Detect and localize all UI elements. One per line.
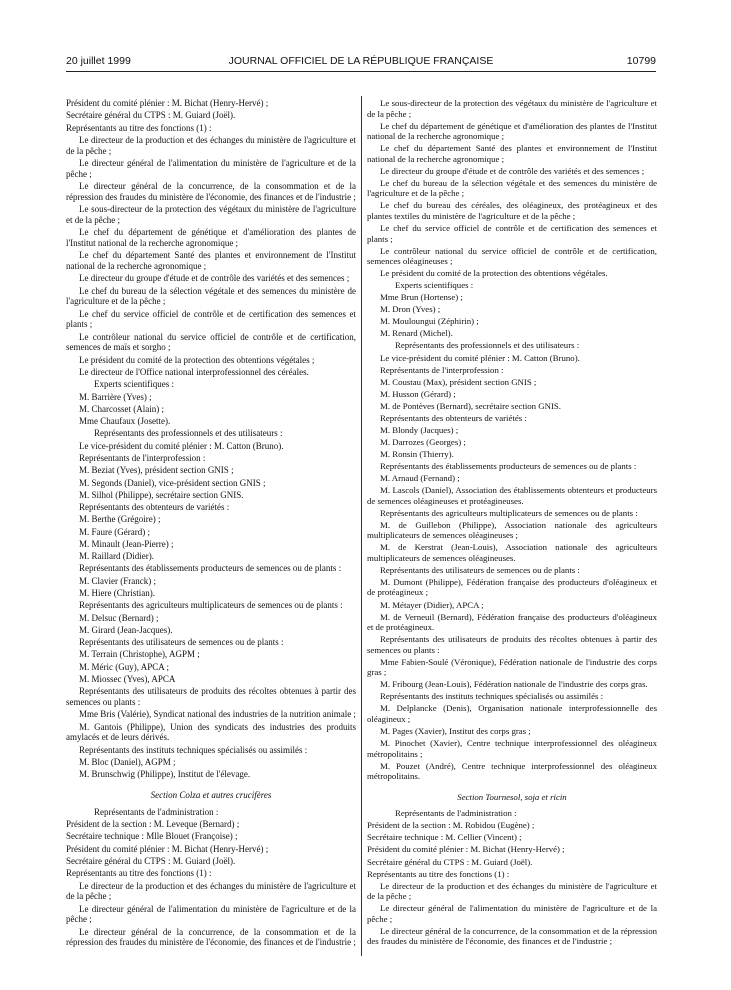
right-paragraph: Représentants de l'administration : [395,808,517,819]
right-paragraph: M. Renard (Michel). [380,328,453,339]
left-paragraph: M. Méric (Guy), APCA ; [79,661,169,672]
left-paragraph: M. Clavier (Franck) ; [79,575,156,586]
right-paragraph: Le directeur du groupe d'étude et de contrôle des variétés et des semences ; [380,165,645,176]
right-paragraph: M. Mouloungui (Zéphirin) ; [380,316,479,327]
right-paragraph: M. Ronsin (Thierry). [380,448,454,459]
left-paragraph: M. Delsuc (Bernard) ; [79,612,159,623]
left-paragraph: Le vice-président du comité plénier : M. Catton (Bruno). [79,440,284,451]
right-paragraph: Mme Brun (Hortense) ; [380,292,463,303]
left-paragraph: Président du comité plénier : M. Bichat (Henry-Hervé) ; [66,98,269,108]
left-paragraph: Représentants au titre des fonctions (1) : [66,868,212,879]
right-section-heading: Section Tournesol, soja et ricin [457,791,567,802]
header-title: JOURNAL OFFICIEL DE LA RÉPUBLIQUE FRANÇAISE [228,55,494,67]
right-paragraph: M. Fribourg (Jean-Louis), Fédération nationale de l'industrie des corps gras. [380,679,648,690]
right-paragraph: Le directeur général de la concurrence, de la consommation et de la répression des fraudes du ministère de l'économie, des finances et de l'industrie ; [367,925,657,947]
left-paragraph: Représentants des obtenteurs de variétés : [79,502,230,513]
right-column [367,98,657,948]
right-paragraph: Représentants des utilisateurs de produits des récoltes obtenues à partir des semences ou plants : [367,634,657,655]
left-paragraph: M. Minault (Jean-Pierre) ; [79,538,174,549]
right-paragraph: Secrétaire général du CTPS : M. Guiard (Joël). [367,856,533,867]
left-paragraph: Le directeur général de l'alimentation du ministère de l'agriculture et de la pêche ; [66,903,356,925]
right-paragraph: M. de Guillebon (Philippe), Association nationale des agriculteurs multiplicateurs de semences oléagineuses ; [367,519,657,541]
right-paragraph: Le chef du service officiel de contrôle et de certification des semences et plants ; [367,223,657,244]
left-paragraph: M. Charcosset (Alain) ; [79,403,164,414]
right-paragraph: M. de Verneuil (Bernard), Fédération française des producteurs d'oléagineux et de protéagineux. [367,611,657,633]
right-paragraph: Secrétaire technique : M. Cellier (Vincent) ; [367,832,522,843]
right-paragraph: Président du comité plénier : M. Bichat (Henry-Hervé) ; [367,844,565,855]
right-paragraph: M. de Kerstrat (Jean-Louis), Association nationale des agriculteurs multiplicateurs de semences oléagineuses. [367,542,657,563]
column-divider [361,96,362,956]
left-paragraph: Mme Bris (Valérie), Syndicat national des industries de la nutrition animale ; [79,709,356,720]
left-paragraph: M. Beziat (Yves), président section GNIS ; [79,465,234,476]
right-paragraph: Représentants des utilisateurs de semences ou de plants : [380,564,580,575]
right-paragraph: Représentants des établissements producteurs de semences ou de plants : [380,460,637,471]
right-paragraph: Le chef du département Santé des plantes et environnement de l'Institut national de la recherche agronomique ; [367,143,657,164]
left-paragraph: M. Barrière (Yves) ; [79,391,152,402]
right-paragraph: Mme Fabien-Soulé (Véronique), Fédération nationale de l'industrie des corps gras ; [367,656,657,678]
right-paragraph: M. Dron (Yves) ; [380,304,441,315]
left-paragraph: Représentants des instituts techniques spécialisés ou assimilés : [79,744,308,755]
page-header [66,54,656,68]
header-date: 20 juillet 1999 [66,55,131,67]
left-paragraph: Le directeur de l'Office national interprofessionnel des céréales. [79,366,309,377]
left-paragraph: Le directeur général de la concurrence, de la consommation et de la répression des fraudes du ministère de l'économie, des finances et de l'industrie ; [66,926,356,948]
right-paragraph: Le chef du bureau de la sélection végétale et des semences du ministère de l'agriculture et de la pêche ; [367,177,657,199]
left-paragraph: M. Gantois (Philippe), Union des syndicats des industries des produits amylacés et de leurs dérivés. [66,721,356,743]
left-paragraph: Représentants au titre des fonctions (1) : [66,122,212,133]
right-paragraph: Le vice-président du comité plénier : M. Catton (Bruno). [380,352,580,363]
right-paragraph: Le directeur général de l'alimentation du ministère de l'agriculture et de la pêche ; [367,903,657,924]
left-paragraph: Représentants des utilisateurs de produits des récoltes obtenues à partir des semences ou plants : [66,686,356,708]
left-paragraph: M. Silhol (Philippe), secrétaire section GNIS. [79,489,244,500]
left-paragraph: M. Berthe (Grégoire) ; [79,514,161,525]
left-paragraph: Le contrôleur national du service officiel de contrôle et de certification, semences de maïs et sorgho ; [66,331,356,353]
left-paragraph: M. Girard (Jean-Jacques). [79,624,173,635]
right-paragraph: Représentants au titre des fonctions (1) : [367,868,510,879]
left-paragraph: Le président du comité de la protection des obtentions végétales ; [79,354,315,365]
right-paragraph: M. Pages (Xavier), Institut des corps gras ; [380,726,531,737]
right-paragraph: Le directeur de la production et des échanges du ministère de l'agriculture et de la pêche ; [367,880,657,902]
right-paragraph: Experts scientifiques : [395,280,474,291]
right-paragraph: M. Arnaud (Fernand) ; [380,473,460,483]
right-paragraph: Représentants des professionnels et des utilisateurs : [395,340,580,351]
left-paragraph: M. Terrain (Christophe), AGPM ; [79,649,200,660]
right-paragraph: M. Blondy (Jacques) ; [380,424,459,435]
left-paragraph: Experts scientifiques : [94,379,174,390]
left-paragraph: M. Segonds (Daniel), vice-président section GNIS ; [79,477,266,488]
right-paragraph: M. Métayer (Didier), APCA ; [380,599,484,610]
left-paragraph: Le directeur de la production et des échanges du ministère de l'agriculture et de la pêche ; [66,880,356,902]
left-paragraph: Secrétaire général du CTPS : M. Guiard (Joël). [66,855,236,866]
left-paragraph: Représentants des agriculteurs multiplicateurs de semences ou de plants : [79,600,343,611]
right-paragraph: Le chef du bureau des céréales, des oléagineux, des protéagineux et des plantes textiles du ministère de l'agriculture et de la pêche ; [367,200,657,221]
left-paragraph: Représentants de l'interprofession : [79,452,206,463]
right-paragraph: Représentants des instituts techniques spécialisés ou assimilés : [380,691,604,702]
header-rule [66,71,656,72]
left-paragraph: M. Faure (Gérard) ; [79,526,150,537]
left-paragraph: Secrétaire technique : Mlle Blouet (Françoise) ; [66,831,238,842]
left-paragraph: M. Miossec (Yves), APCA [79,674,176,684]
right-paragraph: Le sous-directeur de la protection des végétaux du ministère de l'agriculture et de la pêche ; [367,98,657,119]
left-paragraph: Représentants de l'administration : [94,806,219,817]
right-paragraph: Le chef du département de génétique et d'amélioration des plantes de l'Institut national de la recherche agronomique ; [367,120,657,142]
left-paragraph: Représentants des établissements producteurs de semences ou de plants : [79,563,342,574]
left-paragraph: Le chef du bureau de la sélection végétale et des semences du ministère de l'agriculture et de la pêche ; [66,285,356,307]
header-page-number: 10799 [626,55,656,67]
right-paragraph: M. de Pontèves (Bernard), secrétaire section GNIS. [380,400,562,411]
left-paragraph: Secrétaire général du CTPS : M. Guiard (Joël). [66,110,236,121]
right-paragraph: M. Darrozes (Georges) ; [380,436,466,447]
right-paragraph: Le président du comité de la protection des obtentions végétales. [380,268,608,279]
right-paragraph: Représentants des agriculteurs multiplicateurs de semences ou de plants : [380,507,638,518]
right-paragraph: Représentants des obtenteurs de variétés : [380,412,527,423]
left-paragraph: Le directeur général de l'alimentation du ministère de l'agriculture et de la pêche ; [66,157,356,179]
left-paragraph: Le directeur de la production et des échanges du ministère de l'agriculture et de la pêche ; [66,134,356,156]
right-paragraph: M. Delplancke (Denis), Organisation nationale interprofessionnelle des oléagineux ; [367,703,657,724]
right-paragraph: M. Husson (Gérard) ; [380,388,456,399]
left-paragraph: Président de la section : M. Leveque (Bernard) ; [66,819,240,830]
right-paragraph: M. Lascols (Daniel), Association des établissements obtenteurs et producteurs de semences oléagineuses et protéagineuses. [367,485,657,506]
left-column [66,98,356,950]
left-paragraph: M. Brunschwig (Philippe), Institut de l'élevage. [79,769,251,780]
left-paragraph: M. Bloc (Daniel), AGPM ; [79,756,176,767]
left-paragraph: Représentants des professionnels et des utilisateurs : [94,428,283,439]
right-paragraph: M. Coustau (Max), président section GNIS ; [380,376,537,387]
left-section-heading: Section Colza et autres crucifères [150,790,272,801]
right-paragraph: M. Pouzet (André), Centre technique interprofessionnel des oléagineux métropolitains. [367,760,657,782]
left-paragraph: Le chef du département Santé des plantes et environnement de l'Institut national de la recherche agronomique ; [66,250,356,271]
left-paragraph: Le sous-directeur de la protection des végétaux du ministère de l'agriculture et de la pêche ; [66,204,356,225]
left-paragraph: Représentants des utilisateurs de semences ou de plants : [79,637,284,648]
left-paragraph: Le chef du département de génétique et d'amélioration des plantes de l'Institut national de la recherche agronomique ; [66,227,356,248]
right-paragraph: Représentants de l'interprofession : [380,364,504,375]
left-paragraph: Le directeur du groupe d'étude et de contrôle des variétés et des semences ; [79,273,350,284]
left-paragraph: Le chef du service officiel de contrôle et de certification des semences et plants ; [66,308,356,330]
left-paragraph: Président du comité plénier : M. Bichat (Henry-Hervé) ; [66,843,269,854]
right-paragraph: Président de la section : M. Robidou (Eugène) ; [367,820,535,831]
right-paragraph: M. Dumont (Philippe), Fédération française des producteurs d'oléagineux et de protéagineux ; [367,576,657,598]
left-paragraph: Le directeur général de la concurrence, de la consommation et de la répression des fraudes du ministère de l'économie, des finances et de l'industrie ; [66,180,356,202]
left-paragraph: Mme Chaufaux (Josette). [79,416,171,427]
left-paragraph: M. Hiere (Christian). [79,588,155,599]
left-paragraph: M. Raillard (Didier). [79,551,154,562]
right-paragraph: M. Pinochet (Xavier), Centre technique interprofessionnel des oléagineux métropolitains ; [367,738,657,759]
right-paragraph: Le contrôleur national du service officiel de contrôle et de certification, semences oléagineuses ; [367,245,657,267]
